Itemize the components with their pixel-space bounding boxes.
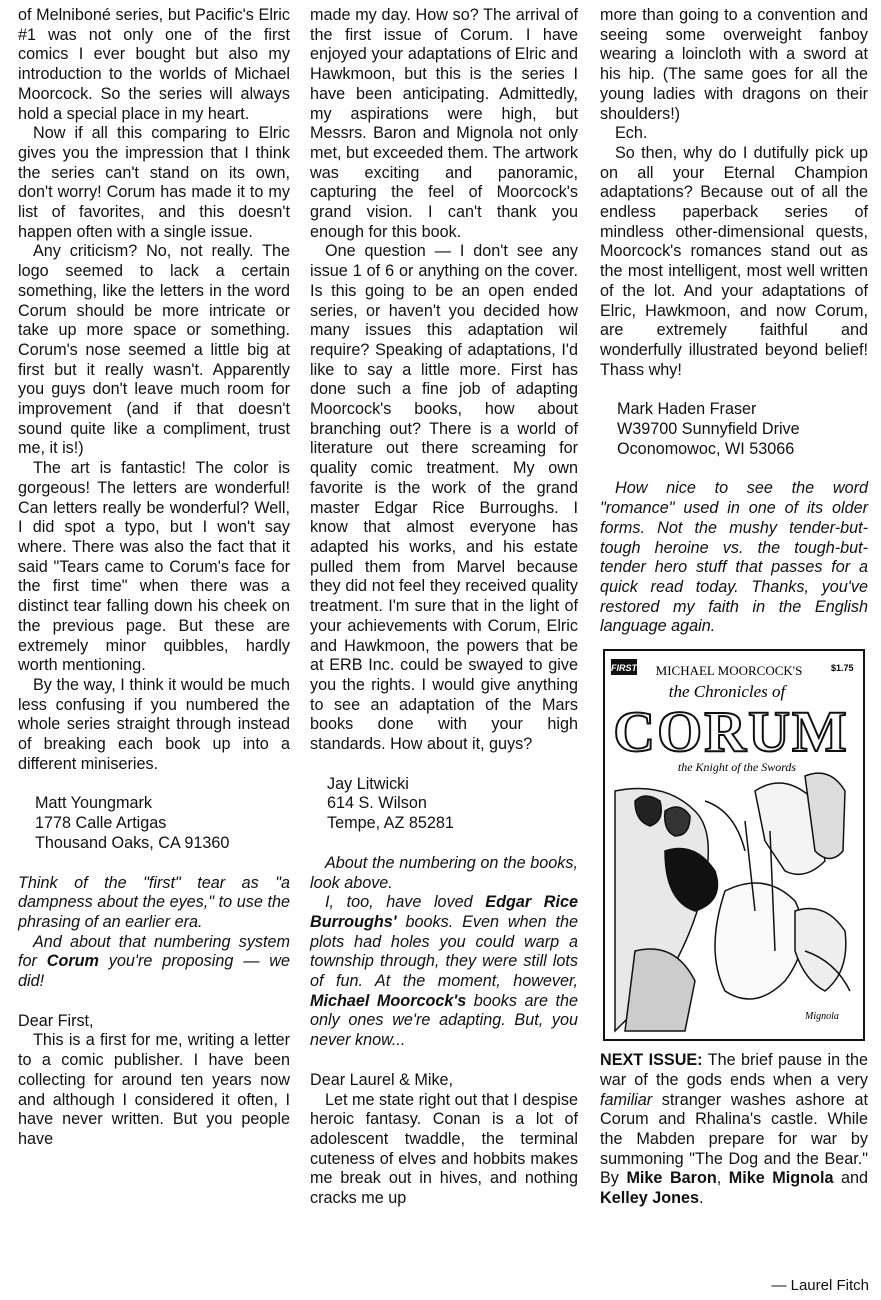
- letter-paragraph: One question — I don't see any issue 1 of 6 or anything on the cover. Is this going to be an open ended series, or haven't you decided how many issues this adaptation wil require? Speaking of adaptations, I'd like to say a little more. First has done such a fine job of adapting Moorcock's books, how about branching out? There is a world of literature out there screaming for quality comic treatment. My own favorite is the work of the grand master Edgar Rice Burroughs. I know that almost everyone has adapted his works, and his estate pulled them from Marvel because they did not feel they received quality treatment. I'm sure that in the light of your achievements with Corum, Elric and Hawkmoon, the powers that be at ERB Inc. could be swayed to give you the rights. I would give anything to see an adaptation of the Mars books done with your high standards. How about it, guys?: [310, 242, 578, 754]
- editor-reply: Think of the "first" tear as "a dampness about the eyes," to use the phrasing of an earlier era.: [18, 873, 290, 931]
- signature-name: Matt Youngmark: [35, 794, 152, 813]
- editor-reply: I, too, have loved Edgar Rice Burroughs' books. Even when the plots had holes you could warp a township through, they were still lots of fun. At the moment, however, Michael Moorcock's books are the only ones we're adapting. But, you never know...: [310, 893, 579, 1050]
- page-credit: — Laurel Fitch: [771, 1277, 869, 1294]
- cover-art: [605, 651, 863, 1039]
- letter-salutation: Dear Laurel & Mike,: [310, 1070, 454, 1089]
- signature-name: Jay Litwicki: [327, 774, 409, 793]
- letter-signature: [35, 794, 290, 853]
- cover-title-logo: CORUM: [613, 699, 849, 765]
- letter-signature: [327, 775, 578, 834]
- cover-illustration: [615, 773, 850, 1031]
- column-1: [18, 6, 290, 1150]
- next-issue-blurb: NEXT ISSUE: The brief pause in the war of the gods ends when a very familiar stranger washes ashore at Corum and Rhalina's castle. While the Mabden prepare for war by summoning "The Dog and the Bear." By Mike Baron, Mike Mignola and Kelley Jones.: [600, 1051, 868, 1208]
- letter-paragraph: Any criticism? No, not really. The logo seemed to lack a certain something, like the letters in the word Corum should be more intricate or take up more space or something. Corum's nose seemed a little big at first but it really wasn't. Apparently you guys don't leave much room for improvement (and if that doesn't sound quite like a compliment, trust me, it is!): [18, 242, 290, 458]
- letter-signature: [617, 400, 868, 459]
- cover-price: $1.75: [831, 663, 854, 674]
- next-issue-label: NEXT ISSUE:: [600, 1051, 703, 1070]
- letter-paragraph: This is a first for me, writing a letter to a comic publisher. I have been collecting for around ten years now and although I considered it often, I have never written. But you people have: [18, 1031, 290, 1148]
- letter-paragraph: By the way, I think it would be much less confusing if you numbered the whole series straight through instead of breaking each book up into a different miniseries.: [18, 675, 290, 773]
- signature-street: W39700 Sunnyfield Drive: [617, 420, 800, 439]
- letter-paragraph: The art is fantastic! The color is gorgeous! The letters are wonderful! Can letters really be wonderful? Well, I did spot a typo, but I won't say where. There was also the fact that it said "Tears came to Corum's face for the first time" when there was a distinct tear falling down his cheek on the previous page. But these are extremely minor quibbles, hardly worth mentioning.: [18, 459, 290, 675]
- signature-street: 1778 Calle Artigas: [35, 814, 167, 833]
- letter-paragraph: Ech.: [615, 124, 648, 143]
- letter-paragraph: of Melniboné series, but Pacific's Elric #1 was not only one of the first comics I ever bought but also my introduction to the worlds of Michael Moorcock. So the series will always hold a special place in my heart.: [18, 6, 290, 123]
- signature-city: Thousand Oaks, CA 91360: [35, 833, 230, 852]
- signature-city: Oconomowoc, WI 53066: [617, 439, 795, 458]
- cover-series: the Chronicles of: [668, 682, 786, 702]
- letter-paragraph: So then, why do I dutifully pick up on all your Eternal Champion adaptations? Because out of all the endless paperback series of mindless other-dimensional quests, Moorcock's romances stand out as the most intelligent, most well written of the lot. And your adaptations of Elric, Hawkmoon, and now Corum, are extremely faithful and wonderfully illustrated beyond belief! Thass why!: [600, 143, 868, 379]
- signature-street: 614 S. Wilson: [327, 794, 427, 813]
- editor-reply: About the numbering on the books, look above.: [310, 853, 578, 892]
- comic-cover-image: [603, 649, 865, 1041]
- letter-paragraph: Let me state right out that I despise heroic fantasy. Conan is a lot of adolescent twaddle, the terminal cuteness of elves and hobbits makes me break out in hives, and nothing cracks me up: [310, 1090, 578, 1208]
- cover-artist-signature: Mignola: [805, 1011, 839, 1023]
- column-2: [310, 6, 578, 1209]
- cover-author: MICHAEL MOORCOCK'S: [655, 663, 803, 679]
- editor-reply: How nice to see the word "romance" used in one of its older forms. Not the mushy tender-but-tough heroine vs. the tough-but-tender hero stuff that passes for a quick read today. Thanks, you've restored my faith in the English language again.: [600, 479, 868, 636]
- letter-paragraph: more than going to a convention and seeing some overweight fanboy wearing a loincloth with a sword at his hip. (The same goes for all the young ladies with dragons on their shoulders!): [600, 6, 868, 123]
- column-3: [600, 6, 868, 1209]
- letter-paragraph: made my day. How so? The arrival of the first issue of Corum. I have enjoyed your adaptations of Elric and Hawkmoon, but this is the series I have been anticipating. Admittedly, my aspirations were high, but Messrs. Baron and Mignola not only met, but exceeded them. The artwork was exciting and panoramic, capturing the feel of Moorcock's grand vision. I can't thank you enough for this book.: [310, 6, 578, 241]
- cover-publisher-logo: FIRST: [611, 663, 637, 674]
- cover-subtitle: the Knight of the Swords: [677, 760, 797, 775]
- signature-city: Tempe, AZ 85281: [327, 814, 454, 833]
- signature-name: Mark Haden Fraser: [617, 400, 757, 419]
- letter-paragraph: Now if all this comparing to Elric gives you the impression that I think the series can't stand on its own, don't worry! Corum has made it to my list of favorites, and this doesn't happen often with a single issue.: [18, 124, 290, 241]
- editor-reply: And about that numbering system for Corum you're proposing — we did!: [18, 932, 290, 991]
- letter-salutation: Dear First,: [18, 1011, 94, 1030]
